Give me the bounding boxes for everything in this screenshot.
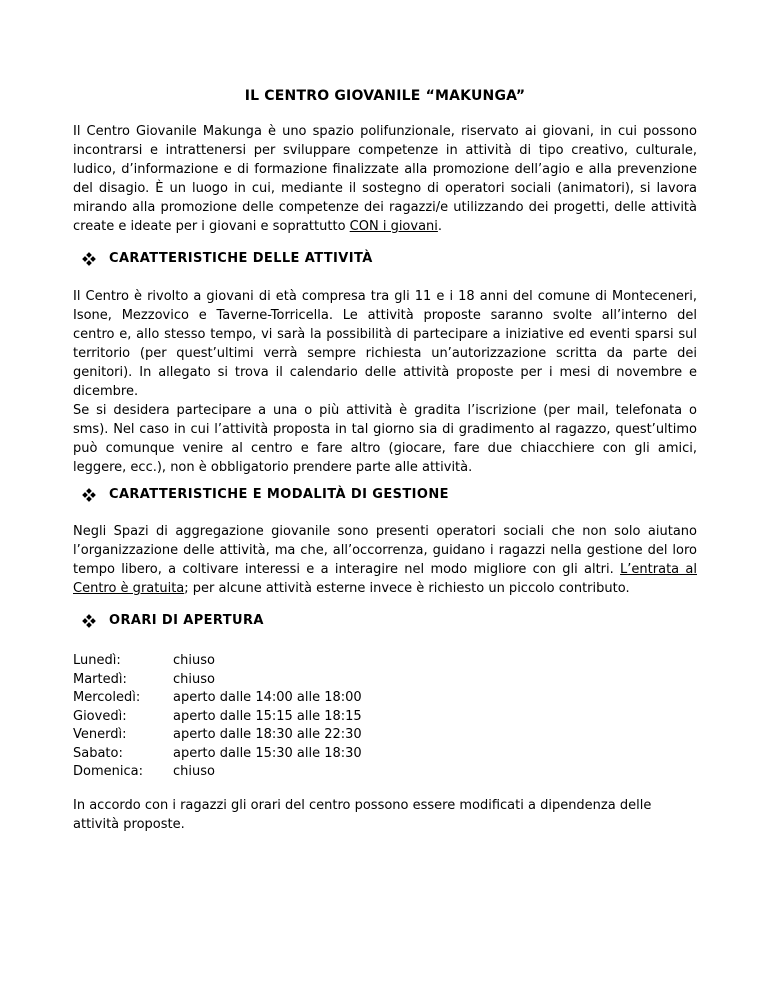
section-heading-label: CARATTERISTICHE DELLE ATTIVITÀ: [109, 251, 373, 266]
text-line: centro e, allo stesso tempo, vi sarà la possibilità di partecipare a iniziative ed eventi sparsi sul: [73, 327, 697, 342]
text-line: dicembre.: [73, 384, 139, 399]
day-label: Giovedì:: [73, 708, 127, 724]
opening-hours-table: [73, 652, 362, 782]
text-line: Se si desidera partecipare a una o più attività è gradita l’iscrizione (per mail, telefonata o: [73, 403, 697, 418]
intro-paragraph: [73, 122, 697, 236]
text-span: create e ideate per i giovani e soprattutto: [73, 219, 350, 234]
hours-value: aperto dalle 15:15 alle 18:15: [173, 708, 362, 724]
section-heading-label: ORARI DI APERTURA: [109, 613, 264, 628]
hours-row: [73, 652, 362, 671]
page-title: IL CENTRO GIOVANILE “MAKUNGA”: [244, 88, 526, 104]
underlined-text: L’entrata al: [620, 562, 697, 577]
text-line: mirando alla promozione delle competenze dei ragazzi/e utilizzando dei progetti, delle attività: [73, 200, 697, 215]
section-heading-label: CARATTERISTICHE E MODALITÀ DI GESTIONE: [109, 487, 449, 502]
text-line: [73, 579, 697, 598]
text-line: incontrarsi e intrattenersi per sviluppare competenze in attività di tipo creativo, culturale,: [73, 143, 697, 158]
day-label: Domenica:: [73, 764, 143, 779]
gestione-paragraph: [73, 522, 697, 598]
text-line: del disagio. È un luogo in cui, mediante il sostegno di operatori sociali (animatori), si lavora: [73, 181, 697, 196]
hours-value: chiuso: [173, 764, 215, 779]
hours-value: aperto dalle 15:30 alle 18:30: [173, 745, 362, 761]
hours-row: [73, 745, 362, 764]
day-label: Venerdì:: [73, 727, 127, 742]
text-line: ludico, d’informazione e di formazione finalizzate alla promozione dell’agio e alla prevenzione: [73, 162, 697, 177]
hours-row: [73, 671, 362, 690]
diamond-bullet-icon: [83, 253, 95, 265]
text-line: Il Centro è rivolto a giovani di età compresa tra gli 11 e i 18 anni del comune di Monteceneri,: [73, 289, 697, 304]
text-line: Isone, Mezzovico e Taverne-Torricella. Le attività proposte saranno svolte all’interno del: [73, 308, 697, 323]
text-line: attività proposte.: [73, 817, 185, 832]
text-line: In accordo con i ragazzi gli orari del centro possono essere modificati a dipendenza delle: [73, 798, 652, 813]
text-line: sms). Nel caso in cui l’attività proposta in tal giorno sia di gradimento al ragazzo, quest’ultimo: [73, 422, 697, 437]
hours-row: [73, 726, 362, 745]
day-label: Sabato:: [73, 745, 123, 761]
text-line: leggere, ecc.), non è obbligatorio prendere parte alle attività.: [73, 460, 473, 475]
section-heading-orari: [83, 611, 264, 630]
text-line: [73, 217, 697, 236]
text-span: .: [437, 219, 443, 234]
text-line: Il Centro Giovanile Makunga è uno spazio polifunzionale, riservato ai giovani, in cui possono: [73, 124, 697, 139]
text-line: [73, 560, 697, 579]
hours-note-paragraph: [73, 796, 697, 834]
hours-value: chiuso: [173, 671, 215, 687]
hours-row: [73, 708, 362, 727]
section-heading-gestione: [83, 485, 449, 504]
text-span: ; per alcune attività esterne invece è richiesto un piccolo contributo.: [184, 581, 630, 596]
diamond-bullet-icon: [83, 489, 95, 501]
section-heading-attivita: [83, 249, 373, 268]
text-line: territorio (per quest’ultimi verrà sempre richiesta un’autorizzazione scritta da parte dei: [73, 346, 697, 361]
day-label: Martedì:: [73, 671, 127, 687]
text-line: l’organizzazione delle attività, ma che, all’occorrenza, guidano i ragazzi nella gestione del loro: [73, 543, 697, 558]
day-label: Lunedì:: [73, 653, 121, 668]
attivita-paragraph: [73, 287, 697, 477]
text-line: può comunque venire al centro e fare altro (giocare, fare due chiacchiere con gli amici,: [73, 441, 697, 456]
diamond-bullet-icon: [83, 615, 95, 627]
text-span: tempo libero, a coltivare interessi e a interagire nel modo migliore con gli altri.: [73, 562, 621, 577]
hours-value: aperto dalle 18:30 alle 22:30: [173, 727, 362, 742]
hours-value: aperto dalle 14:00 alle 18:00: [173, 690, 362, 705]
underlined-text: CON i giovani: [349, 219, 438, 234]
underlined-text: Centro è gratuita: [73, 581, 185, 596]
text-line: genitori). In allegato si trova il calendario delle attività proposte per i mesi di novembre e: [73, 365, 697, 380]
hours-row: [73, 763, 362, 782]
day-label: Mercoledì:: [73, 690, 141, 705]
text-line: Negli Spazi di aggregazione giovanile sono presenti operatori sociali che non solo aiutano: [73, 524, 697, 539]
hours-row: [73, 689, 362, 708]
hours-value: chiuso: [173, 653, 215, 668]
